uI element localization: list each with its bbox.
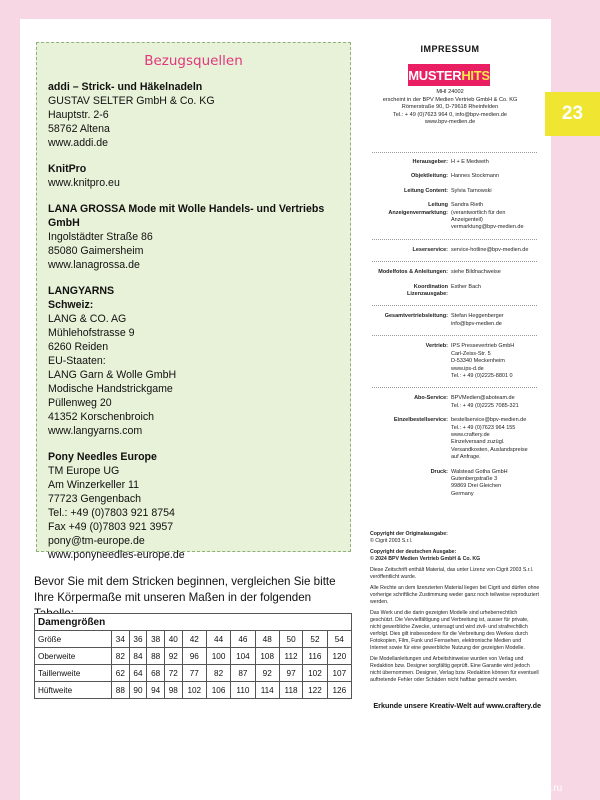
source-line: Modische Handstrickgame [48, 383, 173, 395]
impressum-value-line: siehe Bildnachweise [451, 269, 501, 276]
source-line: Tel.: +49 (0)7803 921 8754 [48, 507, 175, 519]
size-cell: 82 [206, 665, 230, 682]
size-cell: 46 [231, 631, 255, 648]
size-cell: 40 [164, 631, 182, 648]
size-cell: 36 [129, 631, 147, 648]
size-cell: 94 [147, 682, 165, 699]
impressum-value-line: Carl-Zeiss-Str. 5 [451, 350, 491, 357]
size-cell: 107 [327, 665, 351, 682]
impressum-label: Leitung Anzeigenvermarktung: [388, 202, 448, 216]
rights-text: Alle Rechte an dem lizenzierten Material liegen bei Cigrit und dürfen ohne vorherige schriftliche Zustimmung weder ganz noch teilweise reproduziert werden. [370, 585, 540, 605]
copyright-block: Copyright der Originalausgabe: © Cigrit 2003 S.r.l. Copyright der deutschen Ausgabe: © 2024 BPV Medien Vertrieb GmbH & Co. KG Diese Zeitschrift enthält Material, das unter Lizenz von Cigrit 2003 S.r.l. veröffentlicht wurde. Alle Rechte an dem lizenzierten Material liegen bei Cigrit und dürfen ohne vorherige schriftliche Zustimmung weder ganz noch teilweise reproduziert werden. Das Werk und die darin gezeigten Modelle sind urheberrechtlich geschützt. Die Vervielfältigung und Verbreitung ist, ausser für private, nicht gewerbliche Zwecke, untersagt und wird zivil- und strafrechtlich verfolgt. Dies gilt insbesondere für die Verbreitung des Werkes durch Fotokopien, Film, Funk und Fernsehen, elektronische Medien und Internet sowie für eine gewerbliche Nutzung der gezeigten Modelle. Die Modellanleitungen und Arbeitshinweise wurden von Verlag und Redaktion bzw. Designer sorgfältig geprüft. Eine Garantie wird jedoch nicht übernommen. Designer, Verlag bzw. Redaktion können für eventuell auftretende Fehler oder Schäden nicht haftbar gemacht werden. [370, 531, 540, 683]
source-line: Hauptstr. 2-6 [48, 109, 109, 121]
source-link[interactable]: pony@tm-europe.de [48, 535, 145, 547]
size-row [35, 682, 352, 699]
source-line: Ingolstädter Straße 86 [48, 231, 153, 243]
size-cell: 102 [303, 665, 327, 682]
impressum-rows [372, 159, 537, 505]
size-cell: 44 [206, 631, 230, 648]
impressum-value-line: 99869 Drei Gleichen [451, 483, 502, 490]
protection-text: Das Werk und die darin gezeigten Modelle sind urheberrechtlich geschützt. Die Vervielfältigung und Verbreitung ist, ausser für private, nicht gewerbliche Zwecke, untersagt und wird zivil- und strafrechtlich verfolgt. Dies gilt insbesondere für die Verbreitung des Werkes durch Fotokopien, Film, Funk und Fernsehen, elektronische Medien und Internet sowie für eine gewerbliche Nutzung der gezeigten Modelle. [370, 610, 529, 651]
impressum-label: Vertrieb: [425, 343, 448, 350]
impressum-row [372, 188, 537, 195]
watermark: PassionForum.ru [486, 783, 563, 794]
size-cell: 92 [164, 648, 182, 665]
impressum-value-line: Germany [451, 490, 474, 497]
source-link[interactable]: www.knitpro.eu [48, 177, 120, 189]
impressum-value [451, 395, 537, 410]
impressum-value-line: service-hotline@bpv-medien.de [451, 246, 529, 253]
impressum-value-line: www.craftery.de [451, 431, 490, 438]
impressum-value-line: auf Anfrage. [451, 454, 481, 461]
impressum-value-line: Gutenbergstraße 3 [451, 475, 498, 482]
size-cell: 126 [327, 682, 351, 699]
source-link[interactable]: www.lanagrossa.de [48, 259, 140, 271]
sources-title: Bezugsquellen [144, 53, 243, 69]
impressum-value [451, 269, 537, 276]
size-cell: 54 [327, 631, 351, 648]
size-cell: 84 [129, 648, 147, 665]
source-link[interactable]: www.ponyneedles-europe.de [48, 549, 185, 561]
source-line: Püllenweg 20 [48, 397, 112, 409]
publisher-line: erscheint in der BPV Medien Vertrieb GmbH & Co. KG [382, 96, 518, 103]
size-cell: 100 [206, 648, 230, 665]
source-entry [48, 80, 338, 150]
source-entry [48, 162, 338, 190]
size-row-label: Größe [35, 631, 112, 648]
size-cell: 106 [206, 682, 230, 699]
source-line: 6260 Reiden [48, 341, 109, 353]
size-cell: 112 [279, 648, 302, 665]
source-entry [48, 202, 338, 272]
impressum-value [451, 469, 537, 499]
size-cell: 88 [147, 648, 165, 665]
impressum-value [451, 202, 537, 232]
impressum-row [372, 159, 537, 166]
impressum-value [451, 417, 537, 461]
source-name: Pony Needles Europe [48, 451, 157, 463]
size-row [35, 631, 352, 648]
source-name: LANA GROSSA Mode mit Wolle Handels- und Vertriebs GmbH [48, 203, 325, 229]
impressum-value-line: vermarktung@bpv-medien.de [451, 224, 524, 231]
source-name: LANGYARNS [48, 285, 115, 297]
size-row-label: Taillenweite [35, 665, 112, 682]
impressum-label: Leitung Content: [404, 187, 448, 194]
impressum-value-line: Walstead Gotha GmbH [451, 468, 508, 475]
impressum-label: Koordination Lizenzausgabe: [407, 283, 448, 298]
impressum-label: Modelfotos & Anleitungen: [378, 269, 448, 276]
publisher-line: Tel.: + 49 (0)7623 964 0, info@bpv-medien.de [392, 111, 508, 118]
impressum-value-line: Sandra Rieth [451, 202, 484, 209]
impressum-label: Gesamtvertriebsleitung: [384, 313, 448, 320]
impressum-value-line: H + E Medweth [451, 159, 489, 165]
source-link[interactable]: www.addi.de [48, 137, 109, 149]
divider [372, 239, 537, 240]
divider [372, 305, 537, 306]
size-row [35, 648, 352, 665]
divider [372, 261, 537, 262]
source-line: GUSTAV SELTER GmbH & Co. KG [48, 95, 215, 107]
impressum-value-line: Hannes Stockmann [451, 173, 499, 180]
size-row-label: Oberweite [35, 648, 112, 665]
size-cell: 62 [112, 665, 130, 682]
impressum-value-line: Tel.: + 49 (0)7623 964 155 [451, 424, 516, 431]
source-name: addi – Strick- und Häkelnadeln [48, 81, 203, 93]
source-entry [48, 450, 338, 562]
impressum-label: Objektleitung: [411, 173, 448, 180]
source-line: Am Winzerkeller 11 [48, 479, 140, 491]
impressum-row [372, 313, 537, 328]
impressum-value [451, 284, 537, 299]
impressum-row [372, 284, 537, 299]
impressum-label: Abo-Service: [414, 395, 448, 402]
impressum-label: Herausgeber: [412, 159, 448, 165]
source-link[interactable]: www.langyarns.com [48, 425, 143, 437]
size-cell: 38 [147, 631, 165, 648]
impressum-row [372, 247, 537, 254]
source-line: Mühlehofstrasse 9 [48, 327, 135, 339]
size-row [35, 665, 352, 682]
size-table [34, 613, 352, 699]
size-cell: 114 [255, 682, 279, 699]
size-cell: 96 [182, 648, 206, 665]
impressum-label: Leserservice: [412, 246, 448, 253]
impressum-value-line: info@bpv-medien.de [451, 320, 502, 327]
size-cell: 108 [255, 648, 279, 665]
size-cell: 82 [112, 648, 130, 665]
impressum-value-line: Versandkosten, Auslandspreise [451, 446, 528, 453]
size-cell: 42 [182, 631, 206, 648]
size-cell: 122 [303, 682, 327, 699]
size-cell: 50 [279, 631, 302, 648]
impressum-value [451, 247, 537, 254]
impressum-value-line: (verantwortlich für den [451, 209, 506, 216]
craftery-footer-link[interactable]: Erkunde unsere Kreativ-Welt auf www.craftery.de [373, 701, 541, 710]
impressum-value-line: bestellservice@bpv-medien.de [451, 417, 527, 424]
publisher-line: Römerstraße 90, D-79618 Rheinfelden [401, 104, 499, 111]
impressum-value-line: www.ips-d.de [451, 365, 484, 372]
size-row-label: Hüftweite [35, 682, 112, 699]
impressum-value-line: Anzeigenteil) [451, 217, 483, 224]
size-cell: 118 [279, 682, 302, 699]
size-table-caption: Damengrößen [35, 614, 352, 631]
size-cell: 88 [112, 682, 130, 699]
impressum-row [372, 395, 537, 410]
impressum-value [451, 313, 537, 328]
size-cell: 34 [112, 631, 130, 648]
size-cell: 52 [303, 631, 327, 648]
size-cell: 68 [147, 665, 165, 682]
source-name: KnitPro [48, 163, 87, 175]
impressum-label: Einzelbestellservice: [393, 417, 448, 424]
size-cell: 102 [182, 682, 206, 699]
size-cell: 104 [231, 648, 255, 665]
impressum-value-line: Einzelversand zuzügl. [451, 439, 505, 446]
musterhits-logo: MUSTER HITS [408, 64, 490, 86]
impressum-row [372, 343, 537, 380]
page-number-badge [545, 92, 600, 136]
size-cell: 90 [129, 682, 147, 699]
source-line: LANG & CO. AG [48, 313, 127, 325]
size-cell: 92 [255, 665, 279, 682]
impressum-title: IMPRESSUM [420, 44, 480, 54]
impressum-value-line: Tel.: + 49 (0)2225-8801 0 [451, 372, 513, 379]
source-line: 77723 Gengenbach [48, 493, 142, 505]
impressum-value [451, 343, 537, 380]
impressum-label: Druck: [430, 468, 448, 475]
publisher-line: MHI 24002 [436, 89, 464, 95]
impressum-value [451, 159, 537, 166]
source-line: LANG Garn & Wolle GmbH [48, 369, 177, 381]
size-cell: 120 [327, 648, 351, 665]
publisher-line: www.bpv-medien.de [424, 119, 476, 126]
intro-text: Bevor Sie mit dem Stricken beginnen, vergleichen Sie bitte Ihre Körpermaße mit unseren Maßen in der folgenden [34, 575, 336, 604]
impressum-row [372, 417, 537, 461]
size-cell: 97 [279, 665, 302, 682]
source-line: 58762 Altena [48, 123, 110, 135]
impressum-value-line: BPVMedien@aboteam.de [451, 395, 515, 402]
divider [372, 152, 537, 153]
source-line: EU-Staaten: [48, 355, 106, 367]
page-number: 23 [561, 103, 584, 124]
impressum-row [372, 469, 537, 499]
divider [372, 335, 537, 336]
impressum-value [451, 173, 537, 180]
impressum-row [372, 269, 537, 276]
sources-list [48, 80, 338, 574]
size-cell: 72 [164, 665, 182, 682]
disclaimer-text: Die Modellanleitungen und Arbeitshinweise wurden von Verlag und Redaktion bzw. Designer sorgfältig geprüft. Eine Garantie wird jedoch nicht übernommen. Designer, Verlag bzw. Redaktion können für eventuell auftretende Fehler oder Schäden nicht haftbar gemacht werden. [370, 656, 539, 683]
size-cell: 110 [231, 682, 255, 699]
size-cell: 77 [182, 665, 206, 682]
publisher-info [380, 89, 520, 127]
size-cell: 87 [231, 665, 255, 682]
impressum-value-line: Tel.: + 49 (0)2225 7085-321 [451, 402, 519, 409]
source-subheading: Schweiz: [48, 299, 94, 311]
source-line: TM Europe UG [48, 465, 120, 477]
sources-box [36, 42, 351, 561]
source-line: 41352 Korschenbroich [48, 411, 155, 423]
size-cell: 48 [255, 631, 279, 648]
license-text: Diese Zeitschrift enthält Material, das unter Lizenz von Cigrit 2003 S.r.l. veröffentlicht wurde. [370, 567, 534, 580]
impressum-value-line: IPS Pressevertrieb GmbH [451, 343, 515, 350]
impressum-value [451, 188, 537, 195]
impressum-value-line: Stefan Heggenberger [451, 313, 504, 320]
impressum-value-line: D-53340 Meckenheim [451, 358, 505, 365]
divider [372, 387, 537, 388]
source-line: 85080 Gaimersheim [48, 245, 144, 257]
size-cell: 116 [303, 648, 327, 665]
impressum-value-line: Sylvia Tarnowski [451, 187, 492, 194]
source-entry [48, 284, 338, 438]
source-line: Fax +49 (0)7803 921 3957 [48, 521, 174, 533]
impressum-row [372, 173, 537, 180]
size-cell: 64 [129, 665, 147, 682]
impressum-value-line: Esther Bach [451, 283, 481, 290]
impressum-row [372, 202, 537, 232]
size-cell: 98 [164, 682, 182, 699]
